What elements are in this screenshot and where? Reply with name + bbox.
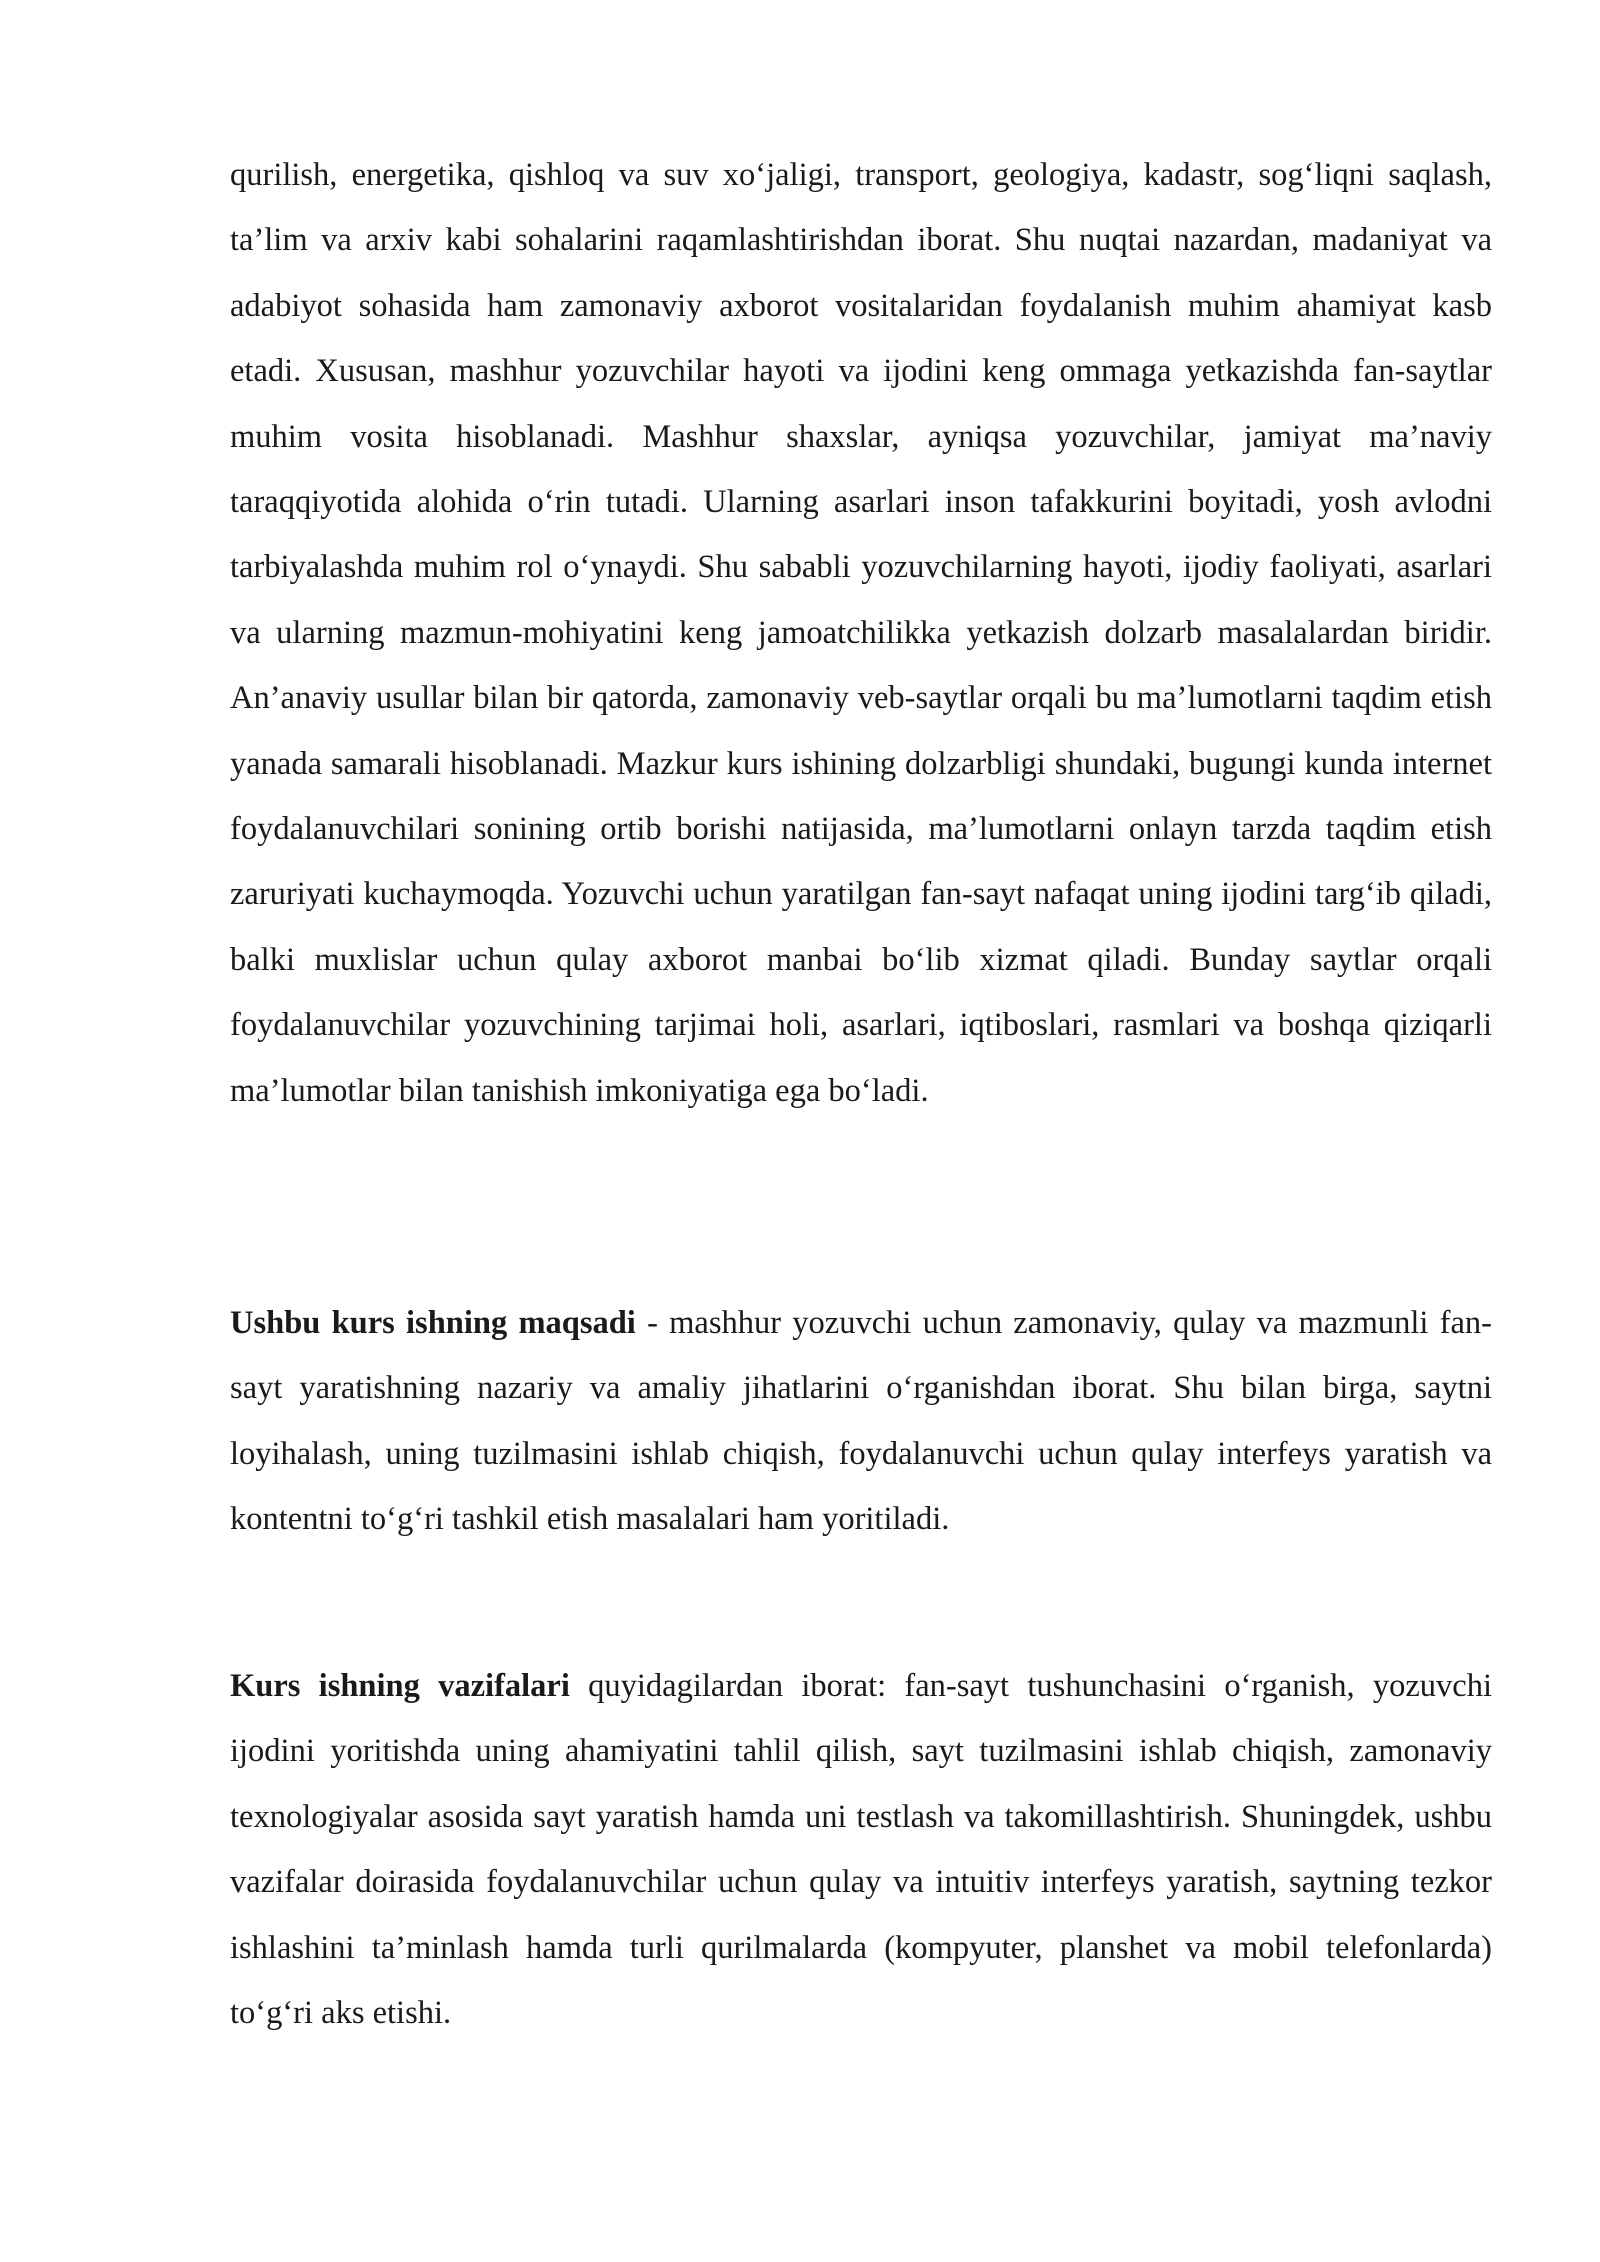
paragraph-lead-heading: Ushbu kurs ishning maqsadi bbox=[230, 1305, 636, 1341]
paragraph-tasks bbox=[230, 1654, 1492, 2046]
paragraph-intro bbox=[230, 143, 1492, 1124]
paragraph-text bbox=[230, 143, 1492, 1124]
paragraph-lead-heading: Kurs ishning vazifalari bbox=[230, 1668, 570, 1704]
paragraph-body: qurilish, energetika, qishloq va suv xo‘jaligi, transport, geologiya, kadastr, sog‘liqni saqlash, ta’lim va arxiv kabi sohalarini raqamlashtirishdan iborat. Shu nuqtai nazardan, madaniyat va adabiyot sohasida ham zamonaviy axborot vositalaridan foydalanish muhim ahamiyat kasb etadi. Xususan, mashhur yozuvchilar hayoti va ijodini keng ommaga yetkazishda fan-saytlar muhim vosita hisoblanadi. Mashhur shaxslar, ayniqsa yozuvchilar, jamiyat ma’naviy taraqqiyotida alohida o‘rin tutadi. Ularning asarlari inson tafakkurini boyitadi, yosh avlodni tarbiyalashda muhim rol o‘ynaydi. Shu sababli yozuvchilarning hayoti, ijodiy faoliyati, asarlari va ularning mazmun-mohiyatini keng jamoatchilikka yetkazish dolzarb masalalardan biridir. An’anaviy usullar bilan bir qatorda, zamonaviy veb-saytlar orqali bu ma’lumotlarni taqdim etish yanada samarali hisoblanadi. Mazkur kurs ishining dolzarbligi shundaki, bugungi kunda internet foydalanuvchilari sonining ortib borishi natijasida, ma’lumotlarni onlayn tarzda taqdim etish zaruriyati kuchaymoqda. Yozuvchi uchun yaratilgan fan-sayt nafaqat uning ijodini targ‘ib qiladi, balki muxlislar uchun qulay axborot manbai bo‘lib xizmat qiladi. Bunday saytlar orqali foydalanuvchilar yozuvchining tarjimai holi, asarlari, iqtiboslari, rasmlari va boshqa qiziqarli ma’lumotlar bilan tanishish imkoniyatiga ega bo‘ladi. bbox=[230, 157, 1492, 1109]
paragraph-body: quyidagilardan iborat: fan-sayt tushunchasini o‘rganish, yozuvchi ijodini yoritishda uning ahamiyatini tahlil qilish, sayt tuzilmasini ishlab chiqish, zamonaviy texnologiyalar asosida sayt yaratish hamda uni testlash va takomillashtirish. Shuningdek, ushbu vazifalar doirasida foydalanuvchilar uchun qulay va intuitiv interfeys yaratish, saytning tezkor ishlashini ta’minlash hamda turli qurilmalarda (kompyuter, planshet va mobil telefonlarda) to‘g‘ri aks etishi. bbox=[230, 1668, 1492, 2032]
paragraph-text bbox=[230, 1291, 1492, 1553]
paragraph-goal bbox=[230, 1291, 1492, 1553]
paragraph-body: - mashhur yozuvchi uchun zamonaviy, qulay va mazmunli fan-sayt yaratishning nazariy va amaliy jihatlarini o‘rganishdan iborat. Shu bilan birga, saytni loyihalash, uning tuzilmasini ishlab chiqish, foydalanuvchi uchun qulay interfeys yaratish va kontentni to‘g‘ri tashkil etish masalalari ham yoritiladi. bbox=[230, 1305, 1492, 1538]
paragraph-text bbox=[230, 1654, 1492, 2046]
